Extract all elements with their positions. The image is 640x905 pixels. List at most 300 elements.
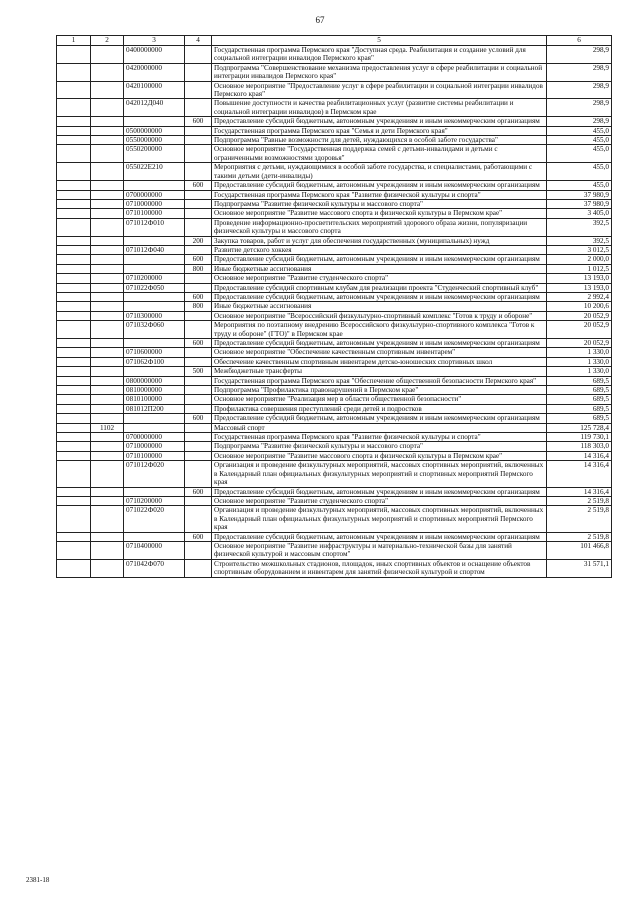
cell-description: Предоставление субсидий бюджетным, автономным учреждениям и иным некоммерческим организациям xyxy=(212,339,547,348)
cell-amount: 3 012,5 xyxy=(547,245,612,254)
cell-target-code: 0550000000 xyxy=(124,136,185,145)
cell-section-code xyxy=(91,442,124,451)
cell-expense-type xyxy=(185,451,212,460)
table-row xyxy=(57,487,612,496)
cell-target-code xyxy=(124,367,185,376)
cell-section-code xyxy=(91,496,124,505)
table-row xyxy=(57,181,612,190)
table-row xyxy=(57,451,612,460)
cell-section-code xyxy=(91,559,124,577)
table-row xyxy=(57,348,612,357)
table-row xyxy=(57,442,612,451)
cell-target-code: 081012П200 xyxy=(124,404,185,413)
cell-col-1 xyxy=(57,46,91,64)
cell-description: Основное мероприятие "Развитие массового спорта и физической культуры в Пермском крае" xyxy=(212,451,547,460)
cell-section-code xyxy=(91,386,124,395)
cell-target-code: 0710300000 xyxy=(124,311,185,320)
cell-target-code xyxy=(124,255,185,264)
cell-target-code xyxy=(124,487,185,496)
cell-description: Основное мероприятие "Государственная поддержка семей с детьми-инвалидами и детьми с ограниченными возможностями здоровья" xyxy=(212,145,547,163)
cell-target-code: 0710200000 xyxy=(124,274,185,283)
cell-description: Основное мероприятие "Всероссийский физкультурно-спортивный комплекс "Готов к труду и обороне" xyxy=(212,311,547,320)
cell-col-1 xyxy=(57,404,91,413)
cell-amount: 455,0 xyxy=(547,126,612,135)
cell-target-code: 0810000000 xyxy=(124,386,185,395)
cell-section-code xyxy=(91,541,124,559)
page-number: 67 xyxy=(315,15,325,25)
cell-amount: 10 200,6 xyxy=(547,302,612,311)
cell-amount: 689,5 xyxy=(547,395,612,404)
cell-description: Массовый спорт xyxy=(212,423,547,432)
cell-amount: 20 052,9 xyxy=(547,321,612,339)
cell-expense-type xyxy=(185,126,212,135)
header-col-5: 5 xyxy=(212,36,547,46)
cell-target-code: 0710400000 xyxy=(124,541,185,559)
cell-target-code: 0810100000 xyxy=(124,395,185,404)
cell-expense-type xyxy=(185,376,212,385)
cell-description: Организация и проведение физкультурных мероприятий, массовых спортивных мероприятий, включенных в Календарный план официальных физкультурных мероприятий и спортивных мероприятий Пермского края xyxy=(212,506,547,532)
cell-section-code xyxy=(91,292,124,301)
cell-section-code xyxy=(91,236,124,245)
cell-amount: 455,0 xyxy=(547,136,612,145)
cell-amount: 125 728,4 xyxy=(547,423,612,432)
cell-target-code xyxy=(124,292,185,301)
cell-target-code xyxy=(124,181,185,190)
table-row xyxy=(57,199,612,208)
cell-amount: 37 980,9 xyxy=(547,199,612,208)
table-row xyxy=(57,386,612,395)
table-row xyxy=(57,367,612,376)
table-row xyxy=(57,283,612,292)
cell-col-1 xyxy=(57,274,91,283)
cell-description: Основное мероприятие "Предоставление услуг в сфере реабилитации и социальной интеграции инвалидов Пермского края" xyxy=(212,81,547,99)
cell-section-code xyxy=(91,209,124,218)
cell-description: Основное мероприятие "Реализация мер в области общественной безопасности" xyxy=(212,395,547,404)
cell-col-1 xyxy=(57,117,91,126)
cell-expense-type xyxy=(185,433,212,442)
cell-amount: 298,9 xyxy=(547,63,612,81)
cell-section-code xyxy=(91,532,124,541)
table-row xyxy=(57,209,612,218)
cell-amount: 13 193,0 xyxy=(547,274,612,283)
cell-amount: 20 052,9 xyxy=(547,311,612,320)
cell-description: Государственная программа Пермского края "Развитие физической культуры и спорта" xyxy=(212,433,547,442)
cell-col-1 xyxy=(57,126,91,135)
table-row xyxy=(57,163,612,181)
cell-amount: 2 000,0 xyxy=(547,255,612,264)
cell-col-1 xyxy=(57,81,91,99)
cell-description: Профилактика совершения преступлений среди детей и подростков xyxy=(212,404,547,413)
cell-description: Межбюджетные трансферты xyxy=(212,367,547,376)
footer-doc-number: 2381-18 xyxy=(26,876,50,884)
table-row xyxy=(57,461,612,487)
cell-amount: 118 303,0 xyxy=(547,442,612,451)
header-col-6: 6 xyxy=(547,36,612,46)
table-row xyxy=(57,46,612,64)
header-col-2: 2 xyxy=(91,36,124,46)
table-row xyxy=(57,292,612,301)
cell-section-code xyxy=(91,245,124,254)
cell-col-1 xyxy=(57,302,91,311)
cell-col-1 xyxy=(57,218,91,236)
cell-description: Предоставление субсидий бюджетным, автономным учреждениям и иным некоммерческим организациям xyxy=(212,532,547,541)
table-row xyxy=(57,117,612,126)
cell-col-1 xyxy=(57,190,91,199)
table-row xyxy=(57,126,612,135)
cell-description: Мероприятия с детьми, нуждающимися в особой заботе государства, и специалистами, работающими с такими детьми (дети-инвалиды) xyxy=(212,163,547,181)
cell-amount: 689,5 xyxy=(547,414,612,423)
cell-section-code xyxy=(91,461,124,487)
cell-description: Предоставление субсидий спортивным клубам для реализации проекта "Студенческий спортивный клуб" xyxy=(212,283,547,292)
table-row xyxy=(57,433,612,442)
cell-description: Проведение информационно-просветительских мероприятий здорового образа жизни, популяризации физической культуры и массового спорта xyxy=(212,218,547,236)
cell-expense-type xyxy=(185,81,212,99)
cell-section-code xyxy=(91,126,124,135)
table-row xyxy=(57,311,612,320)
cell-section-code xyxy=(91,117,124,126)
cell-target-code: 0710000000 xyxy=(124,199,185,208)
cell-expense-type xyxy=(185,99,212,117)
cell-section-code xyxy=(91,404,124,413)
cell-description: Основное мероприятие "Развитие массового спорта и физической культуры в Пермском крае" xyxy=(212,209,547,218)
cell-description: Предоставление субсидий бюджетным, автономным учреждениям и иным некоммерческим организациям xyxy=(212,181,547,190)
cell-section-code xyxy=(91,63,124,81)
cell-description: Основное мероприятие "Обеспечение качественным спортивным инвентарем" xyxy=(212,348,547,357)
cell-expense-type xyxy=(185,423,212,432)
cell-expense-type: 600 xyxy=(185,487,212,496)
cell-col-1 xyxy=(57,433,91,442)
cell-expense-type xyxy=(185,190,212,199)
cell-amount: 1 330,0 xyxy=(547,348,612,357)
cell-expense-type xyxy=(185,321,212,339)
cell-amount: 689,5 xyxy=(547,404,612,413)
cell-expense-type xyxy=(185,163,212,181)
cell-description: Иные бюджетные ассигнования xyxy=(212,302,547,311)
cell-amount: 298,9 xyxy=(547,81,612,99)
cell-amount: 2 519,8 xyxy=(547,506,612,532)
cell-amount: 1 330,0 xyxy=(547,357,612,366)
cell-col-1 xyxy=(57,532,91,541)
table-row xyxy=(57,559,612,577)
cell-section-code xyxy=(91,99,124,117)
cell-amount: 1 330,0 xyxy=(547,367,612,376)
cell-description: Развитие детского хоккея xyxy=(212,245,547,254)
table-row xyxy=(57,496,612,505)
cell-expense-type xyxy=(185,348,212,357)
budget-table xyxy=(56,35,612,578)
cell-target-code: 0710600000 xyxy=(124,348,185,357)
cell-col-1 xyxy=(57,63,91,81)
cell-col-1 xyxy=(57,136,91,145)
cell-expense-type: 600 xyxy=(185,414,212,423)
cell-expense-type xyxy=(185,218,212,236)
cell-col-1 xyxy=(57,255,91,264)
cell-description: Строительство межшкольных стадионов, площадок, иных спортивных объектов и оснащение объектов спортивным оборудованием и инвентарем для занятий физической культурой и спортом xyxy=(212,559,547,577)
cell-amount: 31 571,1 xyxy=(547,559,612,577)
cell-amount: 298,9 xyxy=(547,46,612,64)
cell-target-code: 071012Ф020 xyxy=(124,461,185,487)
cell-expense-type: 500 xyxy=(185,367,212,376)
cell-amount: 392,5 xyxy=(547,236,612,245)
cell-col-1 xyxy=(57,461,91,487)
cell-description: Предоставление субсидий бюджетным, автономным учреждениям и иным некоммерческим организациям xyxy=(212,414,547,423)
cell-section-code: 1102 xyxy=(91,423,124,432)
cell-expense-type xyxy=(185,274,212,283)
table-row xyxy=(57,236,612,245)
cell-target-code xyxy=(124,339,185,348)
cell-expense-type xyxy=(185,395,212,404)
cell-col-1 xyxy=(57,506,91,532)
cell-expense-type xyxy=(185,245,212,254)
cell-section-code xyxy=(91,302,124,311)
cell-col-1 xyxy=(57,264,91,273)
cell-description: Подпрограмма "Совершенствование механизма предоставления услуг в сфере реабилитации и социальной интеграции инвалидов Пермского края" xyxy=(212,63,547,81)
cell-amount: 14 316,4 xyxy=(547,461,612,487)
cell-col-1 xyxy=(57,367,91,376)
cell-amount: 392,5 xyxy=(547,218,612,236)
cell-section-code xyxy=(91,487,124,496)
cell-expense-type xyxy=(185,496,212,505)
cell-amount: 20 052,9 xyxy=(547,339,612,348)
cell-expense-type: 600 xyxy=(185,292,212,301)
cell-target-code: 0710000000 xyxy=(124,442,185,451)
cell-description: Государственная программа Пермского края "Развитие физической культуры и спорта" xyxy=(212,190,547,199)
cell-description: Основное мероприятие "Развитие студенческого спорта" xyxy=(212,496,547,505)
table-row xyxy=(57,321,612,339)
header-row xyxy=(57,36,612,46)
cell-target-code: 071022Ф050 xyxy=(124,283,185,292)
cell-expense-type xyxy=(185,559,212,577)
cell-description: Предоставление субсидий бюджетным, автономным учреждениям и иным некоммерческим организациям xyxy=(212,255,547,264)
cell-section-code xyxy=(91,357,124,366)
cell-section-code xyxy=(91,367,124,376)
table-row xyxy=(57,99,612,117)
cell-expense-type: 600 xyxy=(185,255,212,264)
table-row xyxy=(57,339,612,348)
cell-col-1 xyxy=(57,283,91,292)
cell-amount: 119 730,1 xyxy=(547,433,612,442)
cell-target-code xyxy=(124,264,185,273)
cell-amount: 3 405,0 xyxy=(547,209,612,218)
cell-target-code: 071022Ф020 xyxy=(124,506,185,532)
cell-col-1 xyxy=(57,414,91,423)
cell-amount: 13 193,0 xyxy=(547,283,612,292)
cell-expense-type: 600 xyxy=(185,117,212,126)
cell-description: Закупка товаров, работ и услуг для обеспечения государственных (муниципальных) нужд xyxy=(212,236,547,245)
cell-amount: 2 519,8 xyxy=(547,532,612,541)
cell-expense-type xyxy=(185,442,212,451)
cell-col-1 xyxy=(57,376,91,385)
table-row xyxy=(57,302,612,311)
header-col-4: 4 xyxy=(185,36,212,46)
cell-amount: 455,0 xyxy=(547,181,612,190)
cell-col-1 xyxy=(57,541,91,559)
cell-expense-type xyxy=(185,404,212,413)
cell-col-1 xyxy=(57,236,91,245)
cell-expense-type: 800 xyxy=(185,264,212,273)
cell-section-code xyxy=(91,255,124,264)
cell-section-code xyxy=(91,376,124,385)
cell-col-1 xyxy=(57,321,91,339)
cell-section-code xyxy=(91,163,124,181)
cell-col-1 xyxy=(57,451,91,460)
cell-amount: 689,5 xyxy=(547,386,612,395)
cell-section-code xyxy=(91,321,124,339)
table-row xyxy=(57,541,612,559)
cell-target-code xyxy=(124,117,185,126)
cell-expense-type xyxy=(185,506,212,532)
cell-amount: 2 519,8 xyxy=(547,496,612,505)
cell-expense-type: 200 xyxy=(185,236,212,245)
cell-expense-type xyxy=(185,311,212,320)
cell-amount: 14 316,4 xyxy=(547,451,612,460)
table-row xyxy=(57,218,612,236)
cell-target-code: 0700000000 xyxy=(124,190,185,199)
cell-col-1 xyxy=(57,423,91,432)
cell-section-code xyxy=(91,433,124,442)
cell-description: Иные бюджетные ассигнования xyxy=(212,264,547,273)
table-row xyxy=(57,245,612,254)
cell-section-code xyxy=(91,283,124,292)
cell-target-code xyxy=(124,414,185,423)
cell-target-code xyxy=(124,423,185,432)
cell-expense-type xyxy=(185,145,212,163)
cell-col-1 xyxy=(57,99,91,117)
cell-description: Организация и проведение физкультурных мероприятий, массовых спортивных мероприятий, включенных в Календарный план официальных физкультурных мероприятий и спортивных мероприятий Пермского края xyxy=(212,461,547,487)
cell-section-code xyxy=(91,46,124,64)
cell-expense-type xyxy=(185,63,212,81)
cell-expense-type: 600 xyxy=(185,181,212,190)
cell-section-code xyxy=(91,311,124,320)
cell-amount: 101 466,8 xyxy=(547,541,612,559)
table-row xyxy=(57,423,612,432)
table-row xyxy=(57,404,612,413)
cell-expense-type xyxy=(185,357,212,366)
cell-col-1 xyxy=(57,395,91,404)
cell-section-code xyxy=(91,181,124,190)
cell-target-code: 0710100000 xyxy=(124,451,185,460)
cell-section-code xyxy=(91,348,124,357)
cell-description: Обеспечение качественным спортивным инвентарем детско-юношеских спортивных школ xyxy=(212,357,547,366)
cell-description: Государственная программа Пермского края "Обеспечение общественной безопасности Пермского края" xyxy=(212,376,547,385)
cell-section-code xyxy=(91,451,124,460)
cell-col-1 xyxy=(57,357,91,366)
cell-expense-type xyxy=(185,283,212,292)
table-row xyxy=(57,274,612,283)
cell-target-code: 0710200000 xyxy=(124,496,185,505)
cell-section-code xyxy=(91,145,124,163)
cell-target-code xyxy=(124,302,185,311)
cell-amount: 14 316,4 xyxy=(547,487,612,496)
cell-amount: 455,0 xyxy=(547,145,612,163)
table-row xyxy=(57,395,612,404)
table-row xyxy=(57,63,612,81)
cell-amount: 2 992,4 xyxy=(547,292,612,301)
cell-col-1 xyxy=(57,311,91,320)
cell-col-1 xyxy=(57,386,91,395)
cell-section-code xyxy=(91,506,124,532)
cell-expense-type: 800 xyxy=(185,302,212,311)
header-col-3: 3 xyxy=(124,36,185,46)
table-body xyxy=(57,46,612,578)
cell-col-1 xyxy=(57,245,91,254)
cell-section-code xyxy=(91,218,124,236)
cell-target-code: 071012Ф040 xyxy=(124,245,185,254)
cell-expense-type xyxy=(185,136,212,145)
cell-col-1 xyxy=(57,209,91,218)
cell-target-code: 0400000000 xyxy=(124,46,185,64)
table-row xyxy=(57,136,612,145)
cell-target-code: 0710100000 xyxy=(124,209,185,218)
cell-target-code: 071032Ф060 xyxy=(124,321,185,339)
cell-section-code xyxy=(91,190,124,199)
cell-description: Основное мероприятие "Развитие инфраструктуры и материально-технической базы для занятий физической культурой и массовым спортом" xyxy=(212,541,547,559)
cell-col-1 xyxy=(57,292,91,301)
cell-col-1 xyxy=(57,487,91,496)
cell-col-1 xyxy=(57,348,91,357)
table-row xyxy=(57,506,612,532)
cell-target-code: 071012Ф010 xyxy=(124,218,185,236)
table-row xyxy=(57,532,612,541)
cell-section-code xyxy=(91,136,124,145)
cell-section-code xyxy=(91,199,124,208)
cell-expense-type xyxy=(185,209,212,218)
table-row xyxy=(57,376,612,385)
cell-expense-type: 600 xyxy=(185,339,212,348)
cell-section-code xyxy=(91,81,124,99)
cell-description: Государственная программа Пермского края "Доступная среда. Реабилитация и создание условий для социальной интеграции инвалидов Пермского края" xyxy=(212,46,547,64)
cell-description: Предоставление субсидий бюджетным, автономным учреждениям и иным некоммерческим организациям xyxy=(212,487,547,496)
table-row xyxy=(57,414,612,423)
cell-amount: 37 980,9 xyxy=(547,190,612,199)
table-row xyxy=(57,190,612,199)
cell-section-code xyxy=(91,264,124,273)
cell-col-1 xyxy=(57,496,91,505)
cell-col-1 xyxy=(57,181,91,190)
cell-col-1 xyxy=(57,559,91,577)
table-row xyxy=(57,357,612,366)
cell-description: Подпрограмма "Профилактика правонарушений в Пермском крае" xyxy=(212,386,547,395)
cell-expense-type xyxy=(185,541,212,559)
cell-description: Предоставление субсидий бюджетным, автономным учреждениям и иным некоммерческим организациям xyxy=(212,117,547,126)
cell-description: Подпрограмма "Равные возможности для детей, нуждающихся в особой заботе государства" xyxy=(212,136,547,145)
cell-description: Основное мероприятие "Развитие студенческого спорта" xyxy=(212,274,547,283)
cell-amount: 298,9 xyxy=(547,117,612,126)
cell-description: Мероприятия по поэтапному внедрению Всероссийского физкультурно-спортивного комплекса "Готов к труду и обороне" (ГТО)" в Пермском крае xyxy=(212,321,547,339)
header-col-1: 1 xyxy=(57,36,91,46)
cell-expense-type xyxy=(185,386,212,395)
cell-amount: 298,9 xyxy=(547,99,612,117)
cell-col-1 xyxy=(57,339,91,348)
cell-amount: 455,0 xyxy=(547,163,612,181)
cell-target-code: 0800000000 xyxy=(124,376,185,385)
cell-amount: 689,5 xyxy=(547,376,612,385)
cell-expense-type xyxy=(185,46,212,64)
cell-description: Предоставление субсидий бюджетным, автономным учреждениям и иным некоммерческим организациям xyxy=(212,292,547,301)
table-row xyxy=(57,145,612,163)
cell-col-1 xyxy=(57,442,91,451)
cell-target-code: 0550200000 xyxy=(124,145,185,163)
cell-col-1 xyxy=(57,145,91,163)
cell-description: Государственная программа Пермского края "Семья и дети Пермского края" xyxy=(212,126,547,135)
cell-section-code xyxy=(91,274,124,283)
cell-expense-type xyxy=(185,461,212,487)
cell-section-code xyxy=(91,339,124,348)
cell-target-code: 0420100000 xyxy=(124,81,185,99)
cell-target-code xyxy=(124,236,185,245)
cell-amount: 1 012,5 xyxy=(547,264,612,273)
cell-target-code: 0700000000 xyxy=(124,433,185,442)
